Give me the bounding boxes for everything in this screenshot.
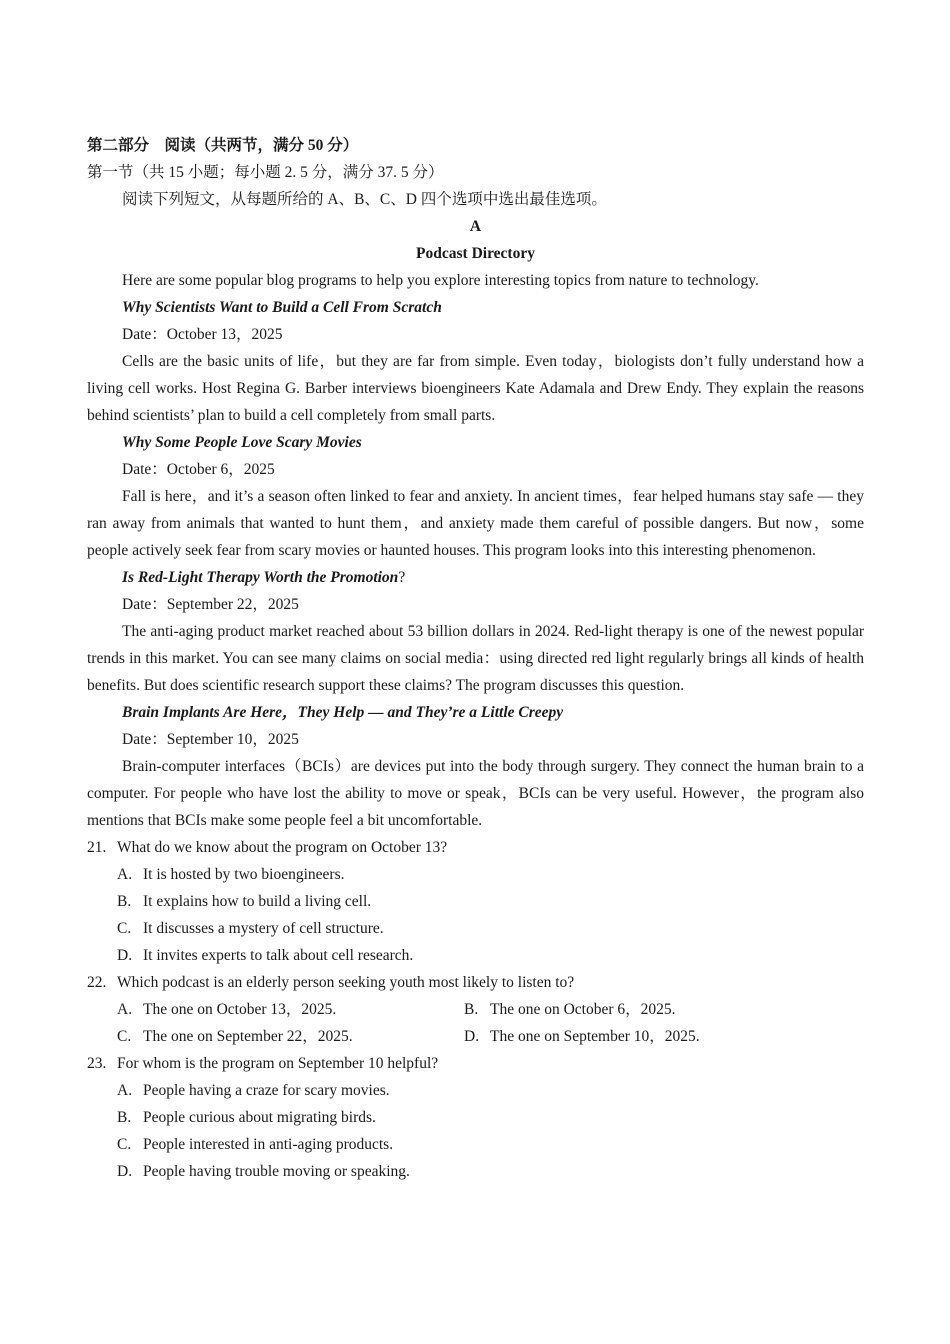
option-row-22-ab bbox=[87, 996, 864, 1023]
option-text: The one on September 10，2025. bbox=[490, 1028, 700, 1045]
passage-intro: Here are some popular blog programs to help you explore interesting topics from nature to technology. bbox=[122, 272, 759, 289]
exam-page bbox=[87, 132, 864, 1185]
option-label: B. bbox=[464, 1001, 479, 1018]
option-label: B. bbox=[117, 1109, 132, 1126]
podcast-date-3: Date：September 22，2025 bbox=[122, 596, 299, 613]
option-text: People having trouble moving or speaking. bbox=[143, 1163, 410, 1180]
podcast-title-3 bbox=[87, 564, 864, 591]
podcast-title-4: Brain Implants Are Here，They Help — and They’re a Little Creepy bbox=[122, 704, 564, 721]
question-number: 22. bbox=[87, 974, 107, 991]
option-text: People having a craze for scary movies. bbox=[143, 1082, 390, 1099]
option-text: The one on October 13，2025. bbox=[143, 1001, 337, 1018]
podcast-date-1: Date：October 13，2025 bbox=[122, 326, 283, 343]
question-23 bbox=[87, 1050, 864, 1077]
option-23-a[interactable] bbox=[87, 1077, 864, 1104]
question-stem: What do we know about the program on October 13? bbox=[117, 839, 448, 856]
option-text: People curious about migrating birds. bbox=[143, 1109, 376, 1126]
option-label: D. bbox=[464, 1028, 480, 1045]
question-stem: For whom is the program on September 10 helpful? bbox=[117, 1055, 439, 1072]
option-22-d[interactable] bbox=[464, 1023, 811, 1050]
part-heading: 第二部分 阅读（共两节，满分 50 分） bbox=[87, 137, 359, 154]
option-23-b[interactable] bbox=[87, 1104, 864, 1131]
podcast-body-3: The anti-aging product market reached about 53 billion dollars in 2024. Red-light therapy is one of the newest popular trends in this market. You can see many claims on social media：using directed red light regularly brings all kinds of health benefits. But does scientific research support these claims? The program discusses this question. bbox=[87, 623, 864, 694]
podcast-date-2: Date：October 6，2025 bbox=[122, 461, 275, 478]
option-22-c[interactable] bbox=[117, 1023, 464, 1050]
option-21-a[interactable] bbox=[87, 861, 864, 888]
option-text: The one on September 22，2025. bbox=[143, 1028, 353, 1045]
option-row-22-cd bbox=[87, 1023, 864, 1050]
question-number: 23. bbox=[87, 1055, 107, 1072]
podcast-title-2: Why Some People Love Scary Movies bbox=[122, 434, 362, 451]
section-heading: 第一节（共 15 小题；每小题 2. 5 分，满分 37. 5 分） bbox=[87, 164, 444, 181]
option-label: D. bbox=[117, 1163, 133, 1180]
option-22-a[interactable] bbox=[117, 996, 464, 1023]
podcast-title-1: Why Scientists Want to Build a Cell From Scratch bbox=[122, 299, 442, 316]
option-21-d[interactable] bbox=[87, 942, 864, 969]
option-label: B. bbox=[117, 893, 132, 910]
option-label: A. bbox=[117, 1082, 133, 1099]
question-stem: Which podcast is an elderly person seeking youth most likely to listen to? bbox=[117, 974, 575, 991]
option-23-c[interactable] bbox=[87, 1131, 864, 1158]
instruction-text: 阅读下列短文，从每题所给的 A、B、C、D 四个选项中选出最佳选项。 bbox=[122, 191, 607, 208]
podcast-body-4: Brain-computer interfaces（BCIs）are devices put into the body through surgery. They connect the human brain to a computer. For people who have lost the ability to move or speak，BCIs can be very useful. However，the program also mentions that BCIs make some people feel a bit uncomfortable. bbox=[87, 758, 864, 829]
question-22 bbox=[87, 969, 864, 996]
question-21 bbox=[87, 834, 864, 861]
option-text: The one on October 6，2025. bbox=[490, 1001, 676, 1018]
podcast-title-3-text: Is Red-Light Therapy Worth the Promotion bbox=[122, 569, 399, 586]
option-text: It discusses a mystery of cell structure. bbox=[143, 920, 384, 937]
podcast-title-3-suffix: ? bbox=[398, 569, 406, 586]
option-text: It is hosted by two bioengineers. bbox=[143, 866, 345, 883]
podcast-date-4: Date：September 10，2025 bbox=[122, 731, 299, 748]
option-label: D. bbox=[117, 947, 133, 964]
option-21-c[interactable] bbox=[87, 915, 864, 942]
option-label: A. bbox=[117, 866, 133, 883]
passage-letter: A bbox=[469, 218, 482, 235]
passage-title: Podcast Directory bbox=[416, 245, 535, 262]
option-text: It invites experts to talk about cell research. bbox=[143, 947, 414, 964]
option-label: C. bbox=[117, 1136, 132, 1153]
question-number: 21. bbox=[87, 839, 107, 856]
option-22-b[interactable] bbox=[464, 996, 811, 1023]
option-21-b[interactable] bbox=[87, 888, 864, 915]
podcast-body-1: Cells are the basic units of life，but they are far from simple. Even today，biologists don’t fully understand how a living cell works. Host Regina G. Barber interviews bioengineers Kate Adamala and Drew Endy. They explain the reasons behind scientists’ plan to build a cell completely from small parts. bbox=[87, 353, 864, 424]
option-label: C. bbox=[117, 920, 132, 937]
option-label: C. bbox=[117, 1028, 132, 1045]
option-label: A. bbox=[117, 1001, 133, 1018]
podcast-body-2: Fall is here，and it’s a season often linked to fear and anxiety. In ancient times，fear helped humans stay safe — they ran away from animals that wanted to hunt them，and anxiety made them careful of possible dangers. But now，some people actively seek fear from scary movies or haunted houses. This program looks into this interesting phenomenon. bbox=[87, 488, 864, 559]
option-23-d[interactable] bbox=[87, 1158, 864, 1185]
option-text: It explains how to build a living cell. bbox=[143, 893, 372, 910]
option-text: People interested in anti-aging products. bbox=[143, 1136, 394, 1153]
